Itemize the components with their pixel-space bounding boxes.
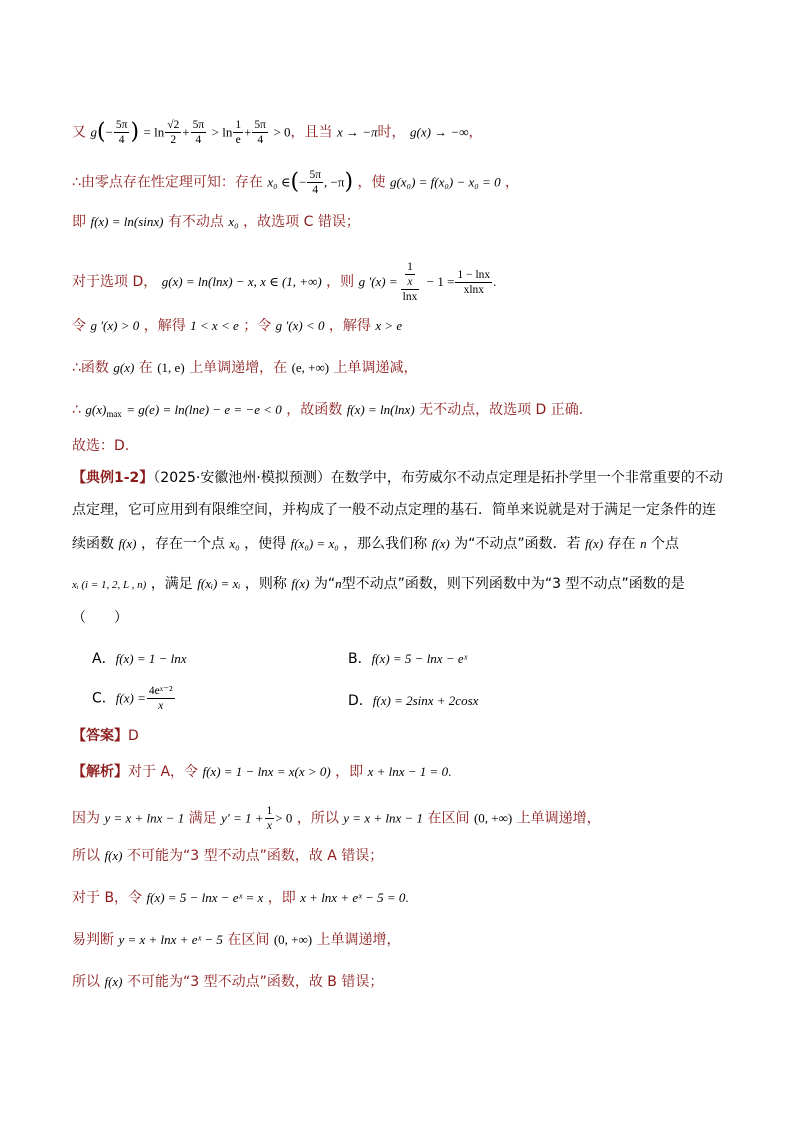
solution-line-5: 令 g ′(x) > 0 ，解得 1 < x < e ；令 g ′(x) < 0 ，解得 x > e (72, 318, 403, 334)
solution-line-2: ∴由零点存在性定理可知：存在 x₀ ∈(− $\frac{5\pi}{4}$ , −π) ，使 g(x₀) = f(x₀) − x₀ = 0 ， (72, 169, 520, 196)
analysis-line-5: 易判断 y = x + lnx + eˣ − 5 在区间 (0, +∞) 上单调递增， (72, 932, 401, 948)
solution-line-7: ∴ $g(x)_{max} = g(e) = \ln(\ln e) - e = -e < 0$ ，故函数 f(x) = ln(lnx) 无不动点，故选项 D 正确. (72, 402, 584, 419)
analysis-line-1: 【解析】对于 A，令 f(x) = 1 − lnx = x(x > 0) ，即 x + lnx − 1 = 0. (72, 764, 452, 780)
example-line-5: （ ） (72, 610, 128, 626)
solution-line-6: ∴函数 g(x) 在 (1, e) 上单调递增，在 (e, +∞) 上单调递减， (72, 360, 418, 376)
solution-line-4: 对于选项 D， g(x) = ln(lnx) − x, x ∈ (1, +∞) ，则 g ′(x) = $\frac{\frac{1}{x}}{\ln x}$ − 1 = $\frac{1 - \ln x}{xlnx}$ . (72, 261, 497, 303)
answer-line: 【答案】D (72, 728, 139, 744)
example-line-4: xᵢ (i = 1, 2, L , n) ，满足 f(xᵢ) = xᵢ ，则称 f(x) 为“n型不动点”函数，则下列函数中为“3 型不动点”函数的是 (72, 576, 685, 592)
analysis-line-3: 所以 f(x) 不可能为“3 型不动点”函数，故 A 错误； (72, 848, 384, 864)
fraction: $\frac{5\pi}{4}$ (115, 119, 128, 146)
option-d: D．f(x) = 2sinx + 2cosx (348, 693, 479, 709)
analysis-line-4: 对于 B，令 f(x) = 5 − lnx − eˣ = x ，即 x + lnx + eˣ − 5 = 0. (72, 890, 409, 906)
solution-line-1: 又 g(− $\frac{5\pi}{4}$ ) = ln $\frac{√2}{2}$ + $\frac{5\pi}{4}$ > ln $\frac{1}{e}$ + $\frac{5\pi}{4}$ > 0，且当 x → −π时， g(x) → −∞， (72, 119, 483, 146)
analysis-line-2: 因为 y = x + lnx − 1 满足 y′ = 1 + $\frac{1}{x}$ > 0 ，所以 y = x + lnx − 1 在区间 (0, +∞) 上单调递增， (72, 805, 601, 832)
solution-line-3: 即 f(x) = ln(sinx) 有不动点 x₀ ，故选项 C 错误； (72, 214, 360, 230)
example-line-3: 续函数 f(x) ，存在一个点 x₀ ，使得 f(x₀) = x₀ ，那么我们称 f(x) 为“不动点”函数．若 f(x) 存在 n 个点 (72, 536, 680, 552)
example-line-2: 点定理，它可应用到有限维空间，并构成了一般不动点定理的基石．简单来说就是对于满足一定条件的连 (72, 502, 716, 518)
example-line-1: 【典例1-2】（2025·安徽池州·模拟预测）在数学中，布劳威尔不动点定理是拓扑学里一个非常重要的不动 (72, 470, 723, 486)
solution-line-8: 故选：D. (72, 438, 130, 454)
analysis-line-6: 所以 f(x) 不可能为“3 型不动点”函数，故 B 错误； (72, 974, 384, 990)
option-c: C．f(x) = $\frac{\text{4eˣ⁻²}}{x}$ (92, 685, 173, 712)
option-a: A．f(x) = 1 − lnx (92, 651, 187, 667)
option-b: B．f(x) = 5 − lnx − eˣ (348, 651, 468, 667)
